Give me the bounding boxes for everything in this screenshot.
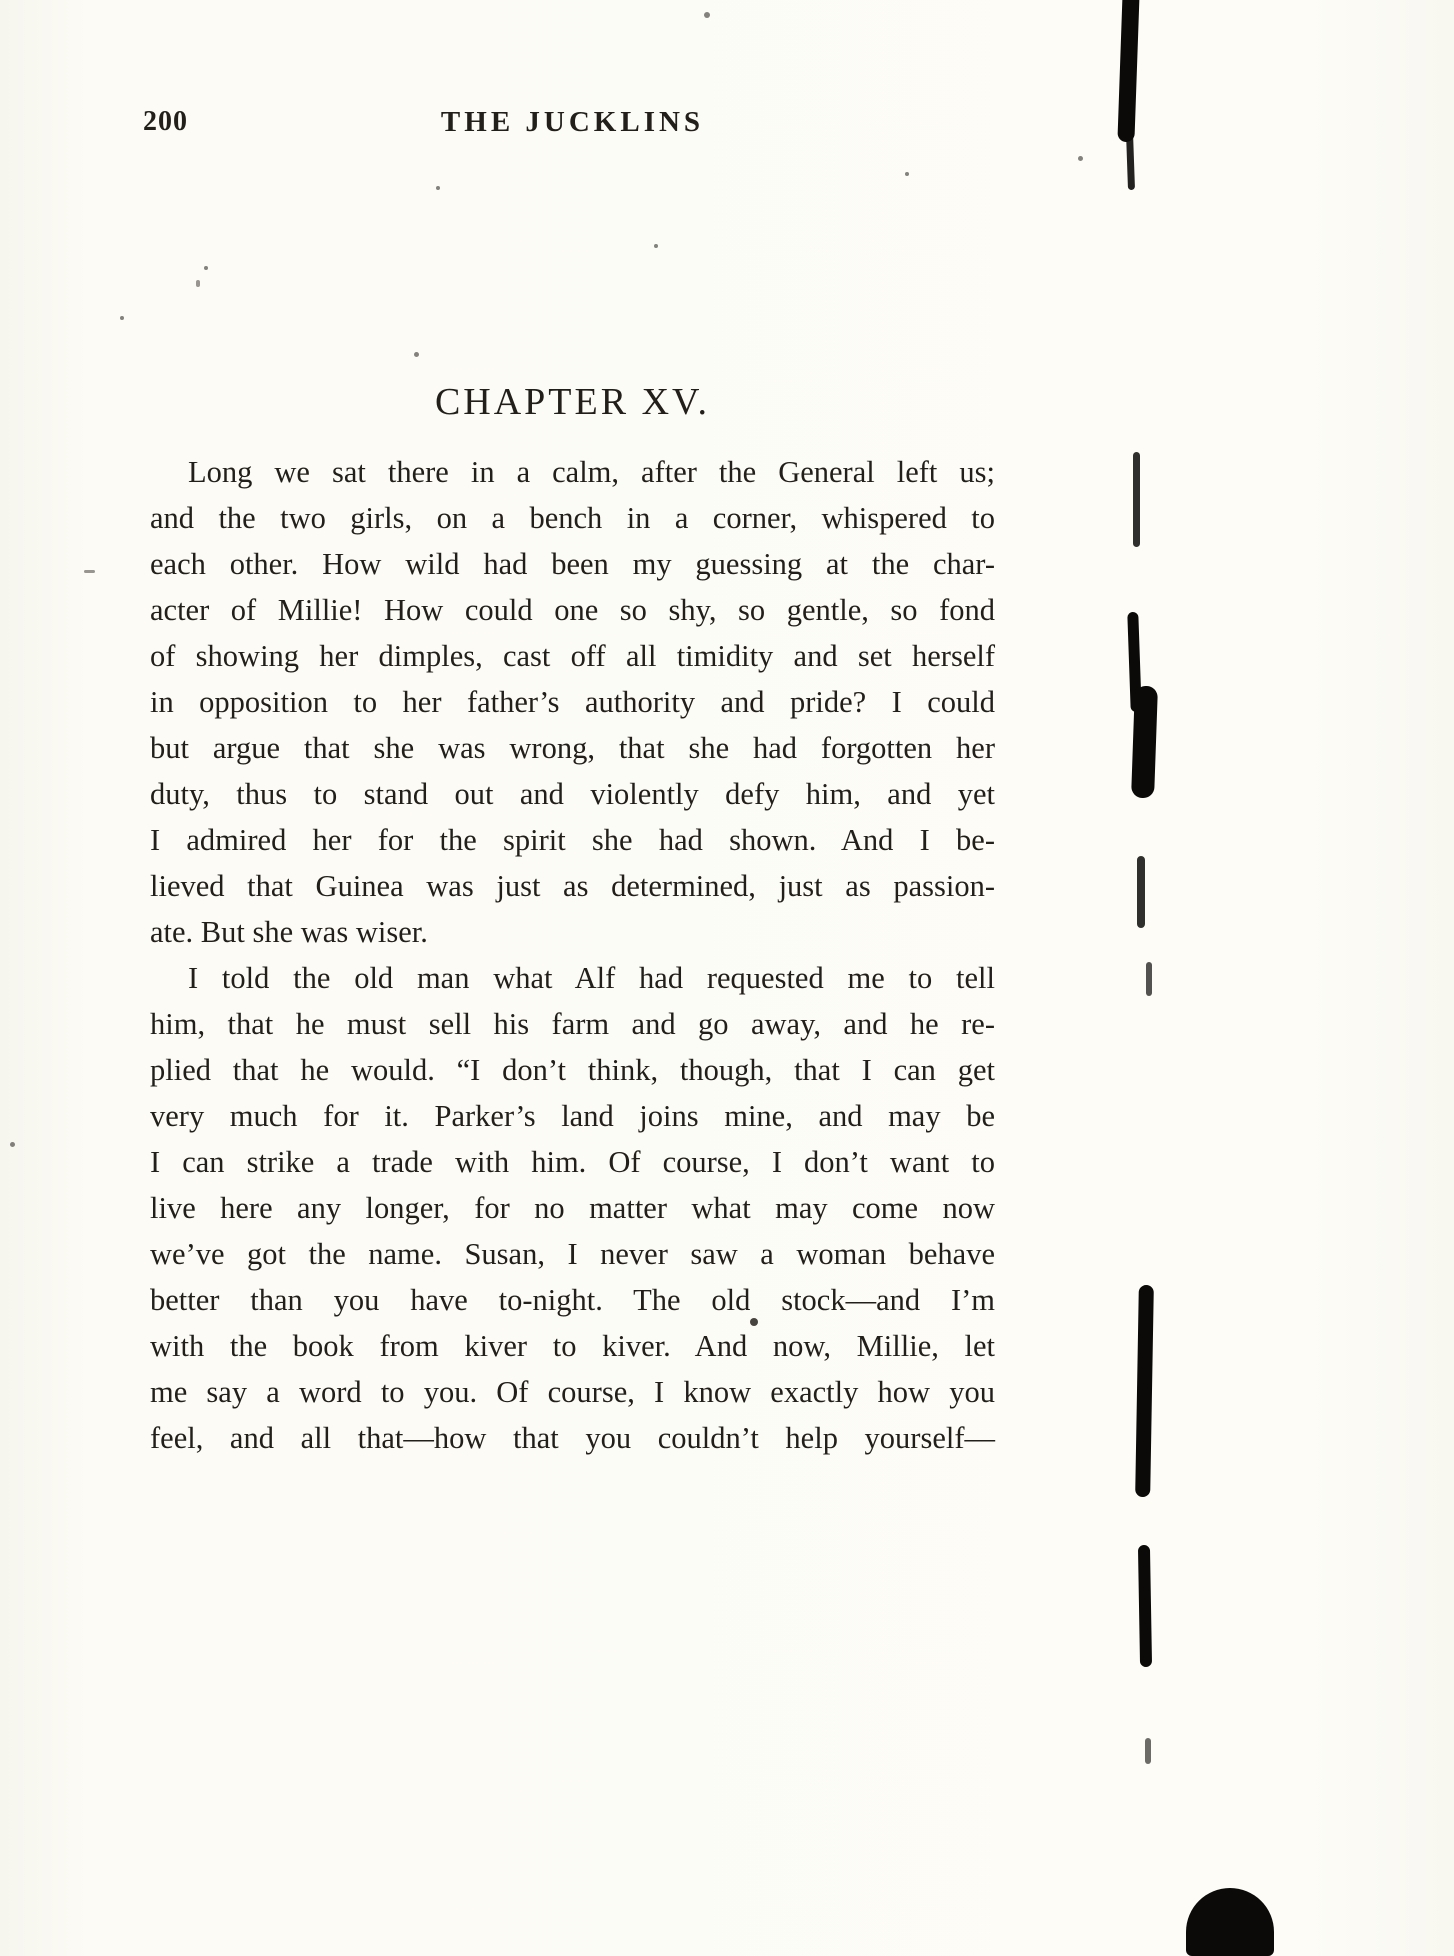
ink-smudge	[1145, 1738, 1151, 1764]
ink-smudge	[1138, 1545, 1152, 1667]
ink-smudge	[1135, 1285, 1154, 1497]
ink-smudge	[1137, 856, 1145, 928]
dust-speck	[414, 352, 419, 357]
text-line: of showing her dimples, cast off all timidity and set herself	[150, 639, 995, 673]
running-title: THE JUCKLINS	[440, 106, 705, 138]
text-line: plied that he would. “I don’t think, though, that I can get	[150, 1053, 995, 1087]
ink-smudge	[1133, 452, 1140, 547]
text-line: very much for it. Parker’s land joins mine, and may be	[150, 1099, 995, 1133]
dust-speck	[1078, 156, 1083, 161]
text-line: Long we sat there in a calm, after the General left us;	[188, 455, 995, 489]
dust-speck	[436, 186, 440, 190]
text-line: him, that he must sell his farm and go away, and he re-	[150, 1007, 995, 1041]
dust-speck	[204, 266, 208, 270]
text-line: duty, thus to stand out and violently defy him, and yet	[150, 777, 995, 811]
text-line: ate. But she was wiser.	[150, 915, 428, 949]
text-line: feel, and all that—how that you couldn’t help yourself—	[150, 1421, 995, 1455]
text-line: and the two girls, on a bench in a corner, whispered to	[150, 501, 995, 535]
dust-speck	[750, 1318, 758, 1326]
text-line: in opposition to her father’s authority and pride? I could	[150, 685, 995, 719]
dust-speck	[84, 570, 95, 573]
ink-smudge	[1117, 0, 1139, 142]
text-block	[150, 449, 995, 1461]
ink-smudge	[1126, 132, 1135, 190]
text-line: but argue that she was wrong, that she had forgotten her	[150, 731, 995, 765]
ink-smudge	[1146, 962, 1152, 996]
chapter-heading: CHAPTER XV.	[434, 381, 711, 423]
text-line: live here any longer, for no matter what may come now	[150, 1191, 995, 1225]
text-line: lieved that Guinea was just as determined, just as passion-	[150, 869, 995, 903]
ink-smudge	[1131, 686, 1158, 799]
dust-speck	[10, 1142, 15, 1147]
dust-speck	[196, 280, 200, 287]
paragraph	[150, 449, 995, 955]
dust-speck	[905, 172, 909, 176]
page-number: 200	[143, 106, 188, 137]
text-line: each other. How wild had been my guessing at the char-	[150, 547, 995, 581]
text-line: better than you have to-night. The old stock—and I’m	[150, 1283, 995, 1317]
dust-speck	[704, 12, 710, 18]
text-line: I can strike a trade with him. Of course, I don’t want to	[150, 1145, 995, 1179]
paragraph	[150, 955, 995, 1461]
text-line: I admired her for the spirit she had shown. And I be-	[150, 823, 995, 857]
text-line: acter of Millie! How could one so shy, so gentle, so fond	[150, 593, 995, 627]
dust-speck	[120, 316, 124, 320]
text-line: I told the old man what Alf had requested me to tell	[188, 961, 995, 995]
text-line: me say a word to you. Of course, I know exactly how you	[150, 1375, 995, 1409]
text-line: we’ve got the name. Susan, I never saw a woman behave	[150, 1237, 995, 1271]
ink-blob	[1186, 1888, 1274, 1956]
text-line: with the book from kiver to kiver. And now, Millie, let	[150, 1329, 995, 1363]
dust-speck	[654, 244, 658, 248]
